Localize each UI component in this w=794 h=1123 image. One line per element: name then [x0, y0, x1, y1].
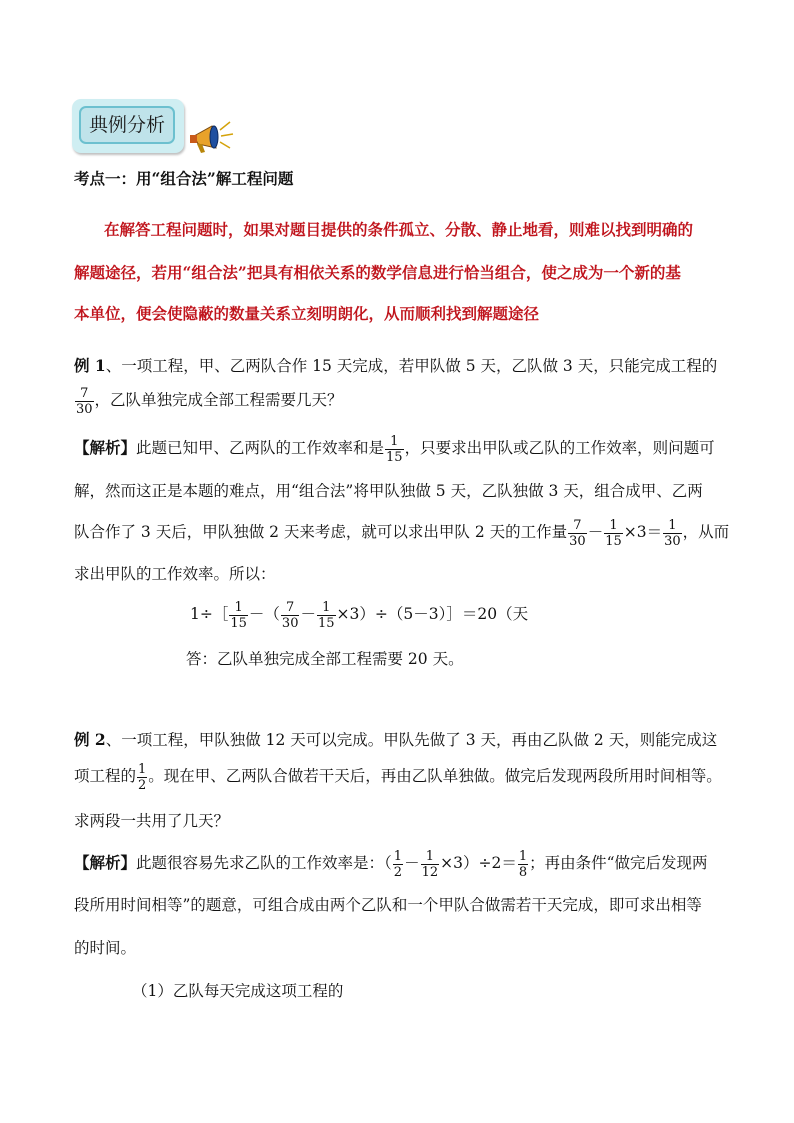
analysis-tag: 【解析】 [74, 853, 137, 872]
example-2-question-line-1: 例 2、一项工程，甲队独做 12 天可以完成。甲队先做了 3 天，再由乙队做 2 天，则能完成这 [74, 730, 718, 749]
fraction: $\frac{1}{15}$ [605, 517, 622, 549]
intro-line-2: 解题途径，若用“组合法”把具有相依关系的数学信息进行恰当组合，使之成为一个新的基 [74, 263, 681, 282]
example-1-label: 例 1 [74, 356, 106, 375]
example-1-question-line-1: 例 1、一项工程，甲、乙两队合作 15 天完成，若甲队做 5 天，乙队做 3 天，只能完成工程的 [74, 356, 718, 375]
megaphone-icon [186, 118, 236, 156]
fraction: $\frac{1}{2}$ [138, 761, 147, 793]
example-1-analysis-line-2: 解，然而这正是本题的难点，用“组合法”将甲队独做 5 天，乙队独做 3 天，组合成甲、乙两 [74, 482, 703, 500]
example-2-analysis-line-3: 的时间。 [74, 939, 137, 957]
example-1-answer: 答：乙队单独完成全部工程需要 20 天。 [186, 650, 464, 668]
section-badge [72, 99, 184, 153]
example-2-question-line-3: 求两段一共用了几天？ [74, 812, 230, 830]
example-1-analysis-line-4: 求出甲队的工作效率。所以： [74, 565, 276, 583]
fraction: $\frac{7}{30}$ [76, 385, 93, 417]
example-2-label: 例 2 [74, 730, 106, 749]
fraction: $\frac{1}{15}$ [230, 599, 247, 631]
intro-line-3: 本单位，便会使隐蔽的数量关系立刻明朗化，从而顺利找到解题途径 [74, 304, 540, 323]
example-1-equation: 1÷［ $\frac{1}{15}$ －（ $\frac{7}{30}$ － $\frac{1}{15}$ ×3）÷（5－3）］＝20（天 [190, 599, 529, 631]
example-1-analysis-line-3: 队合作了 3 天后，甲队独做 2 天来考虑，就可以求出甲队 2 天的工作量 $\frac{7}{30}$ － $\frac{1}{15}$ ×3＝ $\frac{1}{30}$ ，从而 [74, 517, 730, 549]
example-1-question-line-2: $\frac{7}{30}$ ，乙队单独完成全部工程需要几天？ [76, 385, 343, 417]
fraction: $\frac{1}{2}$ [393, 848, 403, 880]
example-2-question-line-2: 项工程的 $\frac{1}{2}$ 。现在甲、乙两队合做若干天后，再由乙队单独做。做完后发现两段所用时间相等。 [74, 761, 722, 793]
fraction: $\frac{7}{30}$ [281, 599, 299, 631]
fraction: $\frac{1}{15}$ [386, 433, 403, 465]
intro-line-1: 在解答工程问题时，如果对题目提供的条件孤立、分散、静止地看，则难以找到明确的 [104, 220, 694, 239]
badge-label: 典例分析 [79, 106, 175, 144]
fraction: $\frac{7}{30}$ [569, 517, 586, 549]
fraction: $\frac{1}{15}$ [317, 599, 335, 631]
fraction: $\frac{1}{8}$ [518, 848, 528, 880]
example-2-step-1: （1）乙队每天完成这项工程的 [132, 982, 344, 1000]
section-title: 考点一：用“组合法”解工程问题 [74, 169, 294, 188]
fraction: $\frac{1}{12}$ [421, 848, 439, 880]
fraction: $\frac{1}{30}$ [664, 517, 681, 549]
analysis-tag: 【解析】 [74, 438, 137, 457]
example-1-analysis-line-1: 【解析】此题已知甲、乙两队的工作效率和是 $\frac{1}{15}$ ，只要求出甲队或乙队的工作效率，则问题可 [74, 433, 715, 465]
example-2-analysis-line-2: 段所用时间相等”的题意，可组合成由两个乙队和一个甲队合做需若干天完成，即可求出相等 [74, 896, 702, 914]
example-2-analysis-line-1: 【解析】此题很容易先求乙队的工作效率是：（ $\frac{1}{2}$ － $\frac{1}{12}$ ×3）÷2＝ $\frac{1}{8}$ ；再由条件“做完后发现两 [74, 848, 708, 880]
